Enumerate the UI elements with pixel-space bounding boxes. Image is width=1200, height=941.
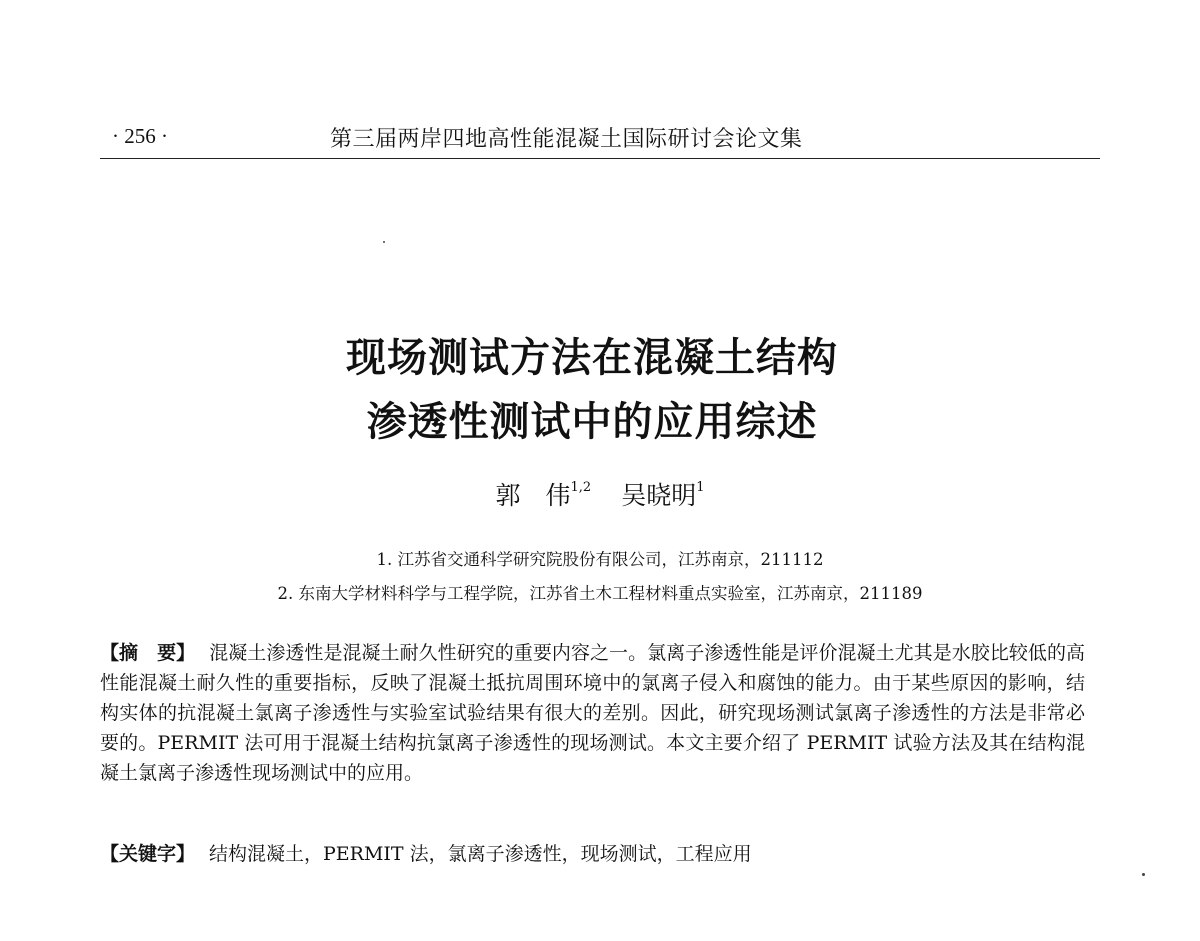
running-title: 第三届两岸四地高性能混凝土国际研讨会论文集: [330, 127, 803, 152]
keywords-label: 【关键字】: [100, 843, 196, 865]
affiliation: 2. 东南大学材料科学与工程学院，江苏省土木工程材料重点实验室，江苏南京，211189: [277, 584, 923, 603]
author: [621, 476, 704, 512]
scan-speck: [383, 241, 385, 243]
author: [496, 476, 592, 512]
author-affiliation-mark: 1: [696, 479, 705, 495]
paper-title-line-1: 现场测试方法在混凝土结构: [346, 335, 838, 381]
author-affiliation-mark: 1,2: [570, 479, 592, 495]
author-name: 郭 伟: [495, 481, 571, 510]
scan-speck: [1142, 873, 1145, 876]
keywords-text: 结构混凝土，PERMIT 法，氯离子渗透性，现场测试，工程应用: [209, 843, 752, 865]
abstract-text: 混凝土渗透性是混凝土耐久性研究的重要内容之一。氯离子渗透性能是评价混凝土尤其是水胶比较低的高性能混凝土耐久性的重要指标，反映了混凝土抵抗周围环境中的氯离子侵入和腐蚀的能力。由于某些原因的影响，结构实体的抗混凝土氯离子渗透性与实验室试验结果有很大的差别。因此，研究现场测试氯离子渗透性的方法是非常必要的。PERMIT 法可用于混凝土结构抗氯离子渗透性的现场测试。本文主要介绍了 PERMIT 试验方法及其在结构混凝土氯离子渗透性现场测试中的应用。: [100, 642, 1085, 784]
abstract: [100, 638, 1085, 788]
paper-title-line-2: 渗透性测试中的应用综述: [366, 399, 818, 445]
abstract-label: 【摘 要】: [100, 642, 196, 664]
affiliation: 1. 江苏省交通科学研究院股份有限公司，江苏南京，211112: [376, 550, 824, 569]
author-list: [0, 476, 1200, 512]
page-number: · 256 ·: [112, 124, 168, 148]
author-name: 吴晓明: [621, 481, 697, 510]
running-header: [100, 118, 1100, 159]
keywords: [100, 839, 1085, 869]
